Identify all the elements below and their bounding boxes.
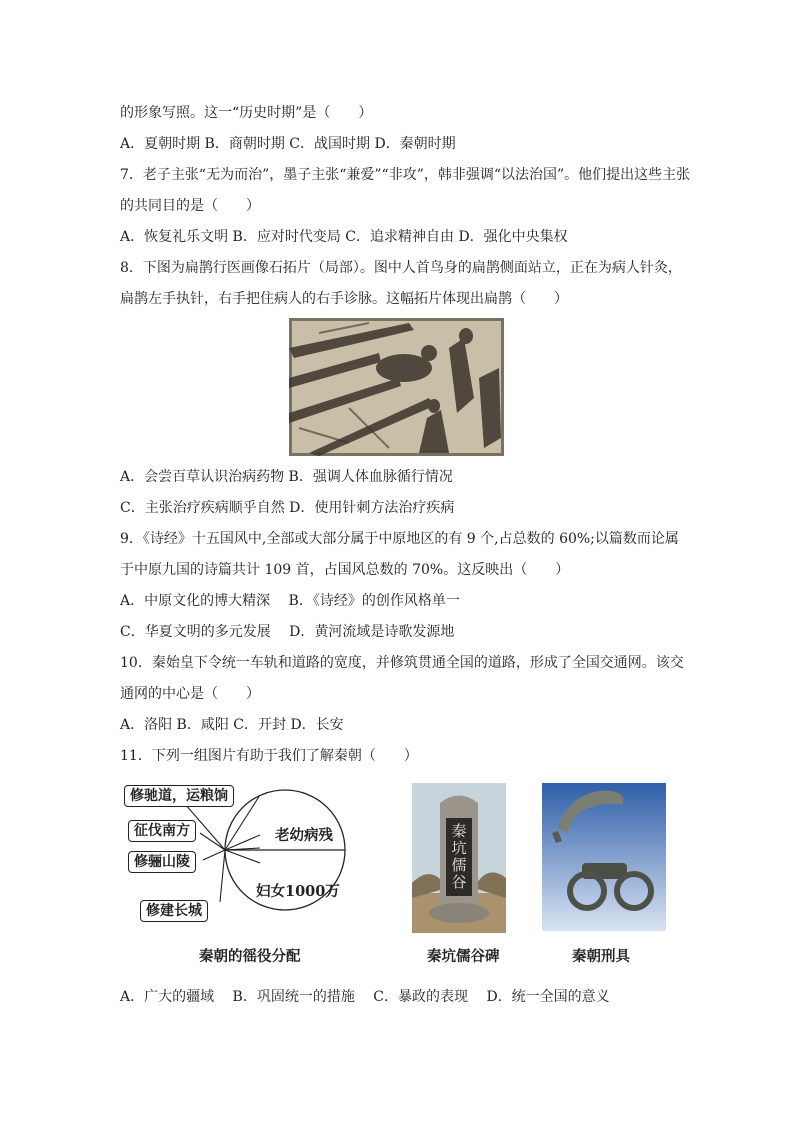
box-chidao: 修驰道，运粮饷 <box>124 785 234 807</box>
q9-stem: 于中原九国的诗篇共计 109 首，占国风总数的 70%。这反映出（ ） <box>120 562 570 578</box>
stele-photo <box>412 783 506 933</box>
q10-stem: 通网的中心是（ ） <box>120 686 260 702</box>
box-lishan-tomb: 修骊山陵 <box>128 851 196 873</box>
q10-options: A．洛阳 B．咸阳 C．开封 D．长安 <box>120 717 344 733</box>
box-great-wall: 修建长城 <box>140 900 208 922</box>
rubbing-image <box>289 318 504 456</box>
q9-option-cd: C．华夏文明的多元发展 D．黄河流域是诗歌发源地 <box>120 624 455 640</box>
pie-label-women: 妇女1000万 <box>256 883 340 900</box>
stele-inscription: 秦坑儒谷 <box>451 822 467 891</box>
q7-options: A．恢复礼乐文明 B．应对时代变局 C．追求精神自由 D．强化中央集权 <box>120 229 568 245</box>
box-south-campaign: 征伐南方 <box>128 820 196 842</box>
caption-stele: 秦坑儒谷碑 <box>427 948 500 965</box>
q8-stem: 扁鹊左手执针，右手把住病人的右手诊脉。这幅拓片体现出扁鹊（ ） <box>120 291 568 307</box>
caption-shackles: 秦朝刑具 <box>572 948 630 965</box>
q6-options: A．夏朝时期 B．商朝时期 C．战国时期 D．秦朝时期 <box>120 136 456 152</box>
text-line: 的形象写照。这一“历史时期”是（ ） <box>120 105 373 121</box>
q9-option-ab: A．中原文化的博大精深 B．《诗经》的创作风格单一 <box>120 593 460 609</box>
pie-label-elderly: 老幼病残 <box>275 827 333 844</box>
q7-stem: 7．老子主张“无为而治”，墨子主张“兼爱”“非攻”，韩非强调“以法治国”。他们提出这些主张 <box>120 167 691 183</box>
q11-options: A．广大的疆域 B．巩固统一的措施 C．暴政的表现 D．统一全国的意义 <box>120 989 610 1005</box>
q11-stem: 11．下列一组图片有助于我们了解秦朝（ ） <box>120 748 418 764</box>
q7-stem: 的共同目的是（ ） <box>120 198 260 214</box>
q10-stem: 10．秦始皇下令统一车轨和道路的宽度，并修筑贯通全国的道路，形成了全国交通网。该交 <box>120 655 684 671</box>
q8-option-ab: A．会尝百草认识治病药物 B．强调人体血脉循行情况 <box>120 469 453 485</box>
caption-corvee: 秦朝的徭役分配 <box>199 948 301 965</box>
q8-stem: 8．下图为扁鹊行医画像石拓片（局部）。图中人首鸟身的扁鹊侧面站立，正在为病人针灸， <box>120 260 682 276</box>
q9-stem: 9．《诗经》十五国风中,全部或大部分属于中原地区的有 9 个,占总数的 60%;以篇数而论属 <box>120 531 679 547</box>
shackles-photo <box>542 783 666 931</box>
q8-option-cd: C．主张治疗疾病顺乎自然 D．使用针刺方法治疗疾病 <box>120 500 455 516</box>
